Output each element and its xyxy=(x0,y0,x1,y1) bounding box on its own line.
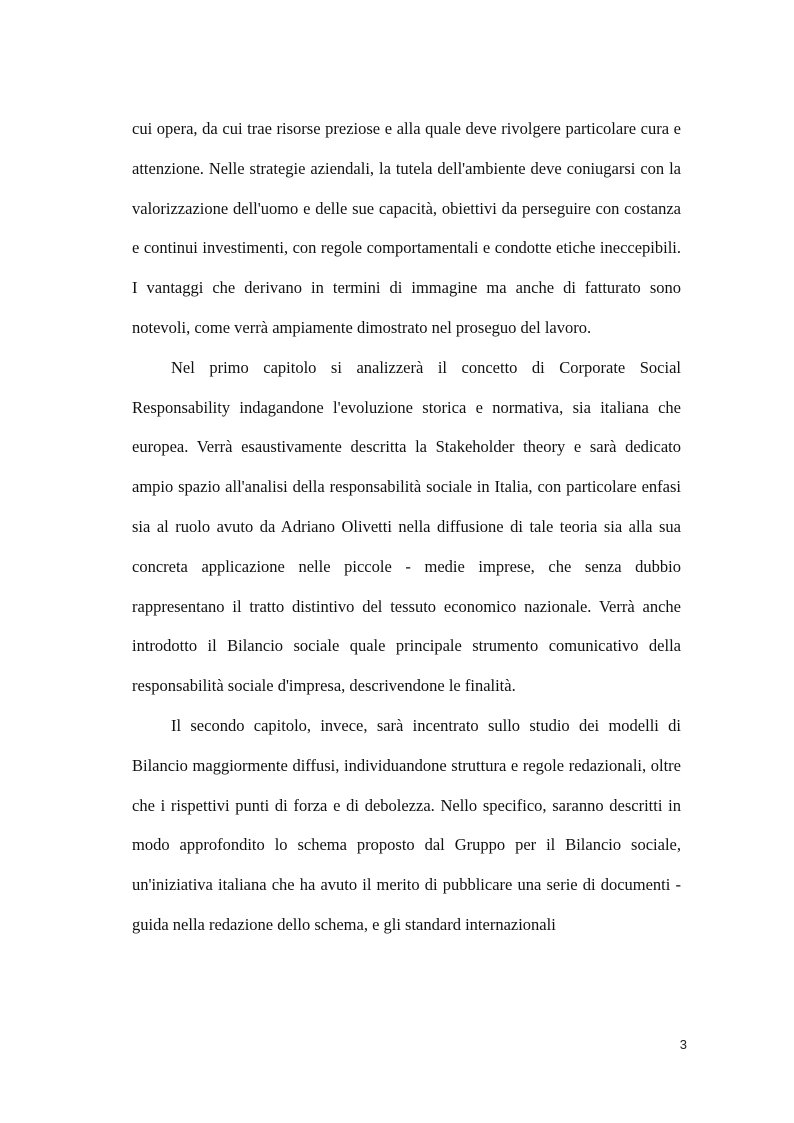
paragraph-continuation: cui opera, da cui trae risorse preziose e alla quale deve rivolgere particolare cura e attenzione. Nelle strategie aziendali, la tutela dell'ambiente deve coniugarsi con la valorizzazione dell'uomo e delle sue capacità, obiettivi da perseguire con costanza e continui investimenti, con regole comportamentali e condotte etiche ineccepibili. I vantaggi che derivano in termini di immagine ma anche di fatturato sono notevoli, come verrà ampiamente dimostrato nel proseguo del lavoro. xyxy=(132,119,681,337)
page-number: 3 xyxy=(679,1037,687,1052)
body-text xyxy=(132,109,681,945)
paragraph-first-chapter: Nel primo capitolo si analizzerà il concetto di Corporate Social Responsability indagandone l'evoluzione storica e normativa, sia italiana che europea. Verrà esaustivamente descritta la Stakeholder theory e sarà dedicato ampio spazio all'analisi della responsabilità sociale in Italia, con particolare enfasi sia al ruolo avuto da Adriano Olivetti nella diffusione di tale teoria sia alla sua concreta applicazione nelle piccole - medie imprese, che senza dubbio rappresentano il tratto distintivo del tessuto economico nazionale. Verrà anche introdotto il Bilancio sociale quale principale strumento comunicativo della responsabilità sociale d'impresa, descrivendone le finalità. xyxy=(132,357,681,696)
paragraph-second-chapter: Il secondo capitolo, invece, sarà incentrato sullo studio dei modelli di Bilancio maggiormente diffusi, individuandone struttura e regole redazionali, oltre che i rispettivi punti di forza e di debolezza. Nello specifico, saranno descritti in modo approfondito lo schema proposto dal Gruppo per il Bilancio sociale, un'iniziativa italiana che ha avuto il merito di pubblicare una serie di documenti - guida nella redazione dello schema, e gli standard internazionali xyxy=(132,715,681,934)
